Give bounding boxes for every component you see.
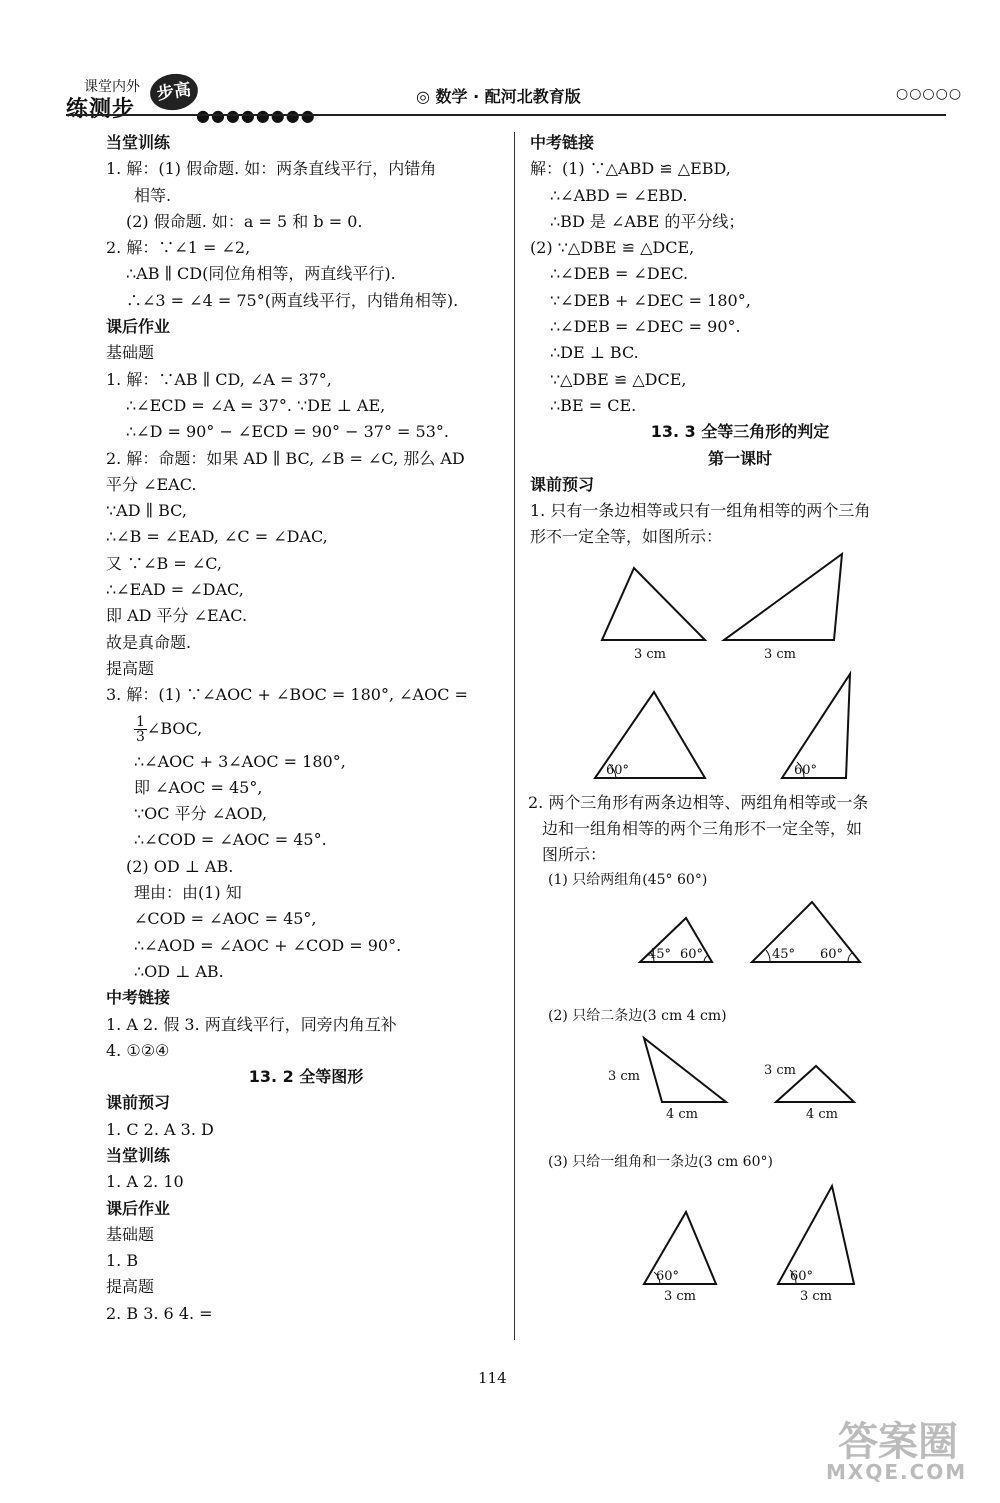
right-column-line: ∵∠DEB + ∠DEC = 180°, — [550, 290, 751, 310]
left-column-line: ∴∠ECD = ∠A = 37°. ∵DE ⊥ AE, — [126, 395, 386, 415]
left-column-line: 提高题 — [106, 1277, 155, 1297]
label-3cm-c: 3 cm — [608, 1069, 641, 1084]
watermark-url: MXQE.COM — [826, 1460, 968, 1484]
case2-label: (2) 只给二条边(3 cm 4 cm) — [548, 1008, 727, 1024]
left-column-line: 相等. — [134, 185, 172, 205]
left-column-line: 1. C 2. A 3. D — [106, 1119, 214, 1139]
header-rule — [66, 114, 946, 116]
left-column-line — [106, 709, 506, 749]
left-column-line: 又 ∵∠B = ∠C, — [106, 553, 222, 573]
right-column-line: 解：(1) ∵△ABD ≌ △EBD, — [530, 159, 731, 179]
header-dots: ●●●●●●●● — [196, 106, 316, 125]
label-60-e: 60° — [656, 1269, 680, 1284]
left-column-line: ∴∠B = ∠EAD, ∠C = ∠DAC, — [106, 527, 328, 547]
column-divider — [514, 132, 515, 1340]
label-60-f: 60° — [790, 1269, 814, 1284]
left-column-line: ∵OC 平分 ∠AOD, — [134, 804, 268, 824]
left-column-line: 13. 2 全等图形 — [248, 1067, 364, 1087]
right-column-line: 1. 只有一条边相等或只有一组角相等的两个三角 — [530, 501, 871, 521]
right-column-line: ∴DE ⊥ BC. — [550, 343, 639, 363]
right-figures — [520, 540, 960, 1340]
label-60-b: 60° — [794, 763, 818, 778]
page-number: 114 — [478, 1369, 507, 1387]
right-column-line: ∴BE = CE. — [550, 395, 637, 415]
right-column-line: 中考链接 — [530, 133, 595, 152]
left-column-line: 当堂训练 — [106, 133, 171, 152]
header-title: ◎ 数学 · 配河北教育版 — [416, 87, 581, 106]
left-column-line: 课后作业 — [106, 317, 171, 337]
right-column-line: ∴BD 是 ∠ABE 的平分线； — [550, 211, 745, 231]
right-column-line: (2) ∵△DBE ≌ △DCE, — [530, 238, 695, 258]
label-3cm-e: 3 cm — [664, 1289, 697, 1304]
left-column-line: 即 AD 平分 ∠EAC. — [106, 606, 248, 626]
left-column-line: 1. A 2. 10 — [106, 1172, 184, 1192]
left-column-line: 中考链接 — [106, 988, 171, 1008]
case3-label: (3) 只给一组角和一条边(3 cm 60°) — [548, 1154, 773, 1170]
fraction-numerator: 1 — [136, 713, 145, 730]
left-column-line: ∴∠EAD = ∠DAC, — [106, 580, 244, 600]
label-45-b: 45° — [772, 947, 796, 962]
label-3cm-b: 3 cm — [764, 647, 797, 662]
left-column-line: 1. A 2. 假 3. 两直线平行，同旁内角互补 — [106, 1014, 397, 1034]
fraction — [134, 715, 147, 744]
left-column-line: ∵AD ∥ BC, — [106, 501, 187, 521]
case1-label: (1) 只给两组角(45° 60°) — [548, 872, 708, 888]
left-column-line: 2. 解：∵∠1 = ∠2, — [106, 238, 251, 258]
left-column-line: 基础题 — [106, 1224, 155, 1244]
left-column-line: (2) OD ⊥ AB. — [126, 856, 234, 876]
left-column-line: ∴∠COD = ∠AOC = 45°. — [134, 830, 327, 850]
left-column-line: ∴∠D = 90° − ∠ECD = 90° − 37° = 53°. — [126, 422, 449, 442]
label-3cm-f: 3 cm — [800, 1289, 833, 1304]
left-column-line: ∠COD = ∠AOC = 45°, — [134, 909, 317, 929]
q2-line1: 2. 两个三角形有两条边相等、两组角相等或一条 — [528, 793, 869, 812]
right-column-line: ∵△DBE ≌ △DCE, — [550, 369, 687, 389]
right-column — [530, 130, 950, 551]
triangle-1 — [602, 568, 705, 640]
fraction-denominator: 3 — [136, 728, 145, 745]
right-column-line: ∴∠DEB = ∠DEC = 90°. — [550, 317, 741, 337]
triangle-2 — [724, 554, 842, 640]
label-45-a: 45° — [648, 947, 672, 962]
label-60-d: 60° — [820, 947, 844, 962]
left-column-line: 4. ①②④ — [106, 1040, 170, 1060]
right-column-line: ∴∠DEB = ∠DEC. — [550, 264, 689, 284]
label-60-a: 60° — [606, 763, 630, 778]
header-brand: 练测步 — [66, 97, 136, 122]
q2-line3: 图所示： — [542, 845, 607, 864]
left-column-line: ∴AB ∥ CD(同位角相等，两直线平行). — [126, 264, 396, 284]
right-column-line: 课前预习 — [530, 474, 595, 494]
header-right-dots: ○○○○○ — [896, 86, 963, 102]
left-column-line: 当堂训练 — [106, 1145, 171, 1165]
left-column-line: 提高题 — [106, 658, 155, 678]
left-column-line: ∴OD ⊥ AB. — [134, 961, 224, 981]
fraction-tail: ∠BOC, — [146, 718, 203, 738]
left-column — [106, 130, 506, 1327]
left-column-line: ∴∠AOC + 3∠AOC = 180°, — [134, 751, 346, 771]
left-column-line: 课后作业 — [106, 1198, 171, 1218]
left-column-line: 2. 解：命题：如果 AD ∥ BC, ∠B = ∠C, 那么 AD — [106, 448, 465, 468]
header-small-text: 课堂内外 — [84, 79, 140, 95]
left-column-line: 基础题 — [106, 343, 155, 363]
right-column-line: ∴∠ABD = ∠EBD. — [550, 185, 688, 205]
left-column-line: 理由：由(1) 知 — [134, 883, 242, 903]
left-column-line: 平分 ∠EAC. — [106, 474, 197, 494]
label-3cm-a: 3 cm — [634, 647, 667, 662]
q2-line2: 边和一组角相等的两个三角形不一定全等，如 — [542, 819, 863, 838]
left-column-line: 即 ∠AOC = 45°, — [134, 777, 263, 797]
triangle-7 — [644, 1038, 726, 1102]
left-column-line: ∴∠3 = ∠4 = 75°(两直线平行，内错角相等). — [126, 290, 459, 310]
left-column-line: 2. B 3. 6 4. = — [106, 1303, 213, 1323]
left-column-line: 1. 解：(1) 假命题. 如：两条直线平行，内错角 — [106, 159, 437, 179]
watermark: 答案圈 — [838, 1419, 958, 1465]
left-column-line: 1. 解：∵AB ∥ CD, ∠A = 37°, — [106, 369, 332, 389]
right-column-line: 第一课时 — [707, 448, 772, 468]
left-column-line: 3. 解：(1) ∵∠AOC + ∠BOC = 180°, ∠AOC = — [106, 685, 468, 705]
label-4cm-a: 4 cm — [666, 1107, 699, 1122]
left-column-line: 故是真命题. — [106, 632, 192, 652]
label-4cm-b: 4 cm — [806, 1107, 839, 1122]
header-logo: 步高 — [148, 71, 201, 113]
left-column-line: (2) 假命题. 如：a = 5 和 b = 0. — [126, 211, 363, 231]
left-column-line: 1. B — [106, 1251, 139, 1271]
left-column-line: ∴∠AOD = ∠AOC + ∠COD = 90°. — [134, 935, 402, 955]
label-60-c: 60° — [680, 947, 704, 962]
label-3cm-d: 3 cm — [764, 1063, 797, 1078]
right-column-line: 13. 3 全等三角形的判定 — [650, 422, 830, 442]
left-column-line: 课前预习 — [106, 1093, 171, 1113]
right-column-line: 形不一定全等，如图所示： — [530, 527, 723, 547]
